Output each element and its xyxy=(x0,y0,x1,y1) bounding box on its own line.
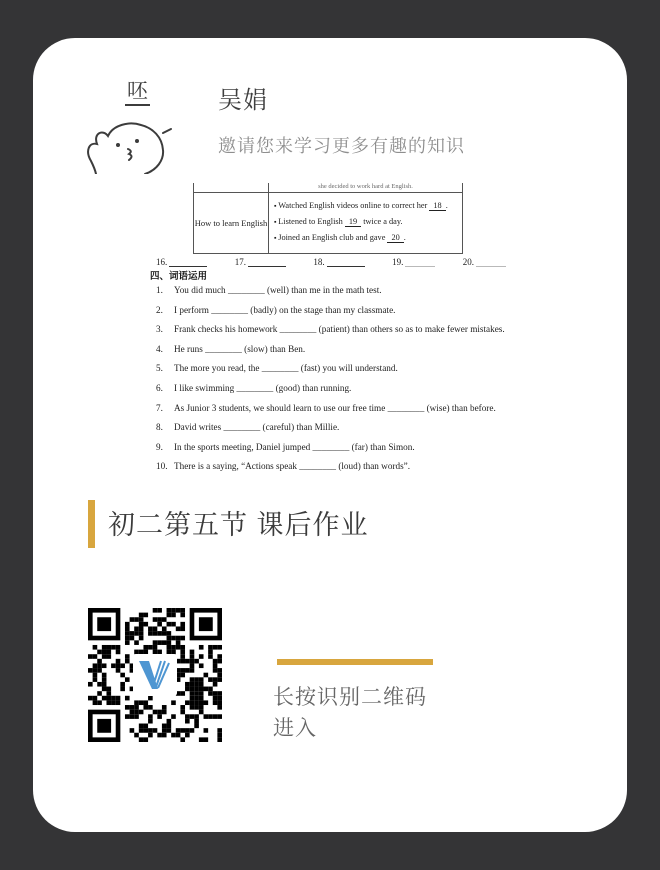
bear-doodle-icon xyxy=(85,104,173,174)
lesson-title: 初二第五节 课后作业 xyxy=(108,510,369,540)
question-list xyxy=(156,285,512,471)
bullet-line: ▪ Joined an English club and gave 20 . xyxy=(274,230,459,246)
question-item: 10. There is a saying, “Actions speak ________ (loud) than words”. xyxy=(156,461,411,471)
accent-bar xyxy=(88,500,95,548)
table-row-label: How to learn English xyxy=(194,193,269,253)
bullet-line: ▪ Listened to English 19 twice a day. xyxy=(274,214,459,230)
invite-subtitle: 邀请您来学习更多有趣的知识 xyxy=(218,136,465,156)
question-item: 3. Frank checks his homework ________ (patient) than others so as to make fewer mistakes. xyxy=(156,324,505,335)
worksheet-section-header: 四、词语运用 xyxy=(150,271,208,282)
question-item: 2. I perform ________ (badly) on the stage than my classmate. xyxy=(156,304,396,315)
question-item: 9. In the sports meeting, Daniel jumped ________ (far) than Simon. xyxy=(156,441,415,452)
answer-blank: 17. xyxy=(235,257,286,267)
answer-blanks-row xyxy=(156,257,506,267)
accent-line xyxy=(277,659,433,665)
question-item: 4. He runs ________ (slow) than Ben. xyxy=(156,343,306,354)
answer-blank: 18. xyxy=(313,257,364,267)
answer-blank: 19. xyxy=(392,257,435,267)
table-clipped-text: she decided to work hard at English. xyxy=(318,183,413,190)
share-card xyxy=(33,38,627,832)
blank-19: 19 xyxy=(345,217,361,227)
scan-instruction-line2: 进入 xyxy=(273,717,317,740)
bullet-line: ▪ Watched English videos online to correct her 18 . xyxy=(274,198,459,214)
question-item: 7. As Junior 3 students, we should learn to use our free time ________ (wise) than before. xyxy=(156,402,496,413)
scan-instruction xyxy=(273,682,427,744)
avatar-text: 呸 xyxy=(125,80,150,106)
avatar xyxy=(85,76,185,176)
user-name: 吴娟 xyxy=(218,87,268,114)
table-cell-empty xyxy=(194,183,269,192)
qr-code[interactable] xyxy=(88,608,222,742)
answer-blank: 16. xyxy=(156,257,207,267)
qr-pattern xyxy=(88,608,222,742)
question-item: 6. I like swimming ________ (good) than running. xyxy=(156,382,352,393)
blank-20: 20 xyxy=(387,233,403,243)
question-item: 8. David writes ________ (careful) than Millie. xyxy=(156,422,340,433)
worksheet-image xyxy=(150,183,512,471)
question-item: 5. The more you read, the ________ (fast) you will understand. xyxy=(156,363,398,374)
worksheet-table xyxy=(193,183,463,254)
answer-blank: 20. xyxy=(463,257,506,267)
blank-18: 18 xyxy=(429,201,445,211)
table-bullets xyxy=(269,193,462,253)
question-item: 1. You did much ________ (well) than me in the math test. xyxy=(156,285,382,295)
scan-instruction-line1: 长按识别二维码 xyxy=(273,686,427,709)
